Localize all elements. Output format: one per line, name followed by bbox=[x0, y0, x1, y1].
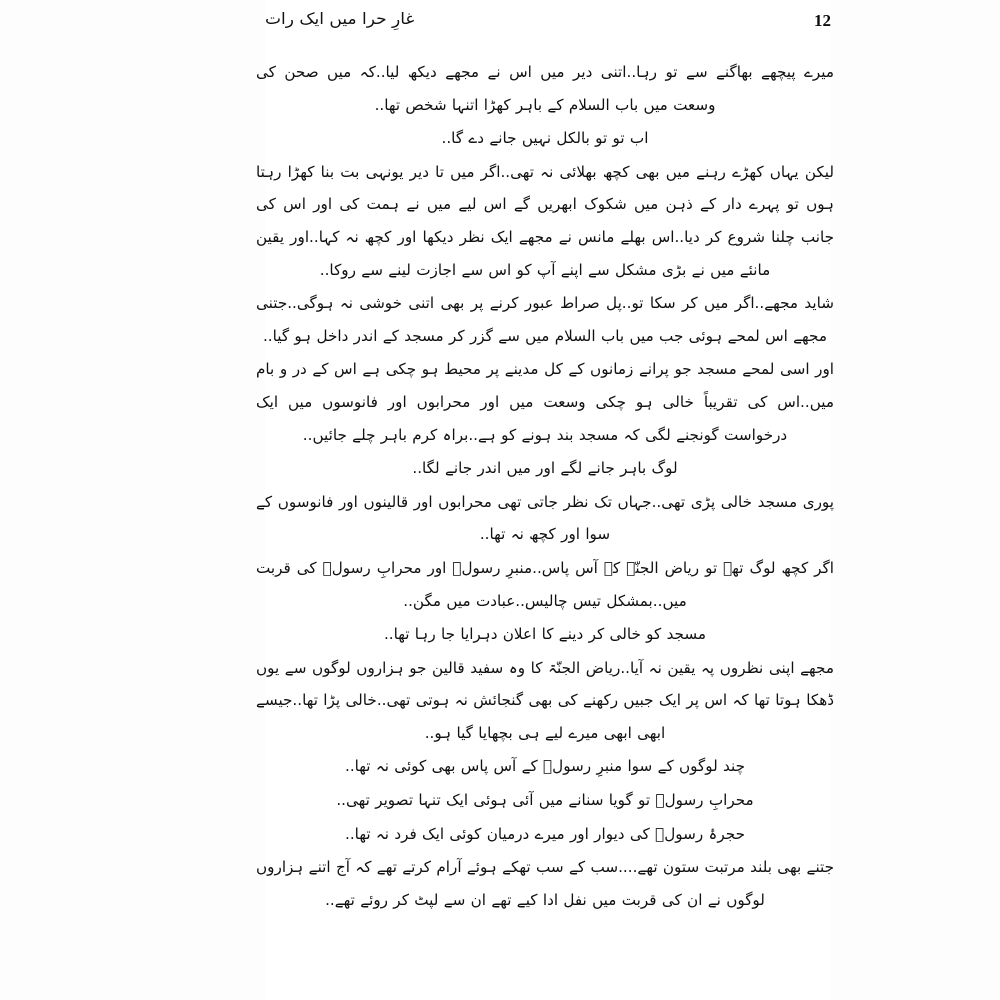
paragraph: اور اسی لمحے مسجد جو پرانے زمانوں کے کل مدینے پر محیط ہو چکی ہے اس کے در و بام میں..اس کی تقریباً خالی ہو چکی وسعت میں اور محرابوں اور فانوسوں میں ایک درخواست گونجنے لگی کہ مسجد بند ہونے کو ہے..براہ کرم باہر چلے جائیں.. bbox=[256, 360, 834, 444]
paragraph: لیکن یہاں کھڑے رہنے میں بھی کچھ بھلائی نہ تھی..اگر میں تا دیر یونہی بت بنا کھڑا رہتا ہوں تو پہرے دار کے ذہن میں شکوک ابھریں گے اس لیے میں نے ہمت کی اور اس کی جانب چلنا شروع کر دیا..اس بھلے مانس نے مجھے ایک نظر دیکھا اور کچھ نہ کہا..اور یقین مانئے میں نے بڑی مشکل سے اپنے آپ کو اس سے اجازت لینے سے روکا.. bbox=[256, 162, 834, 279]
page-number: 12 bbox=[814, 11, 831, 30]
paragraph: چند لوگوں کے سوا منبرِ رسولؐ کے آس پاس بھی کوئی نہ تھا.. bbox=[345, 757, 745, 776]
paragraph: پوری مسجد خالی پڑی تھی..جہاں تک نظر جاتی تھی محرابوں اور قالینوں اور فانوسوں کے سوا اور کچھ نہ تھا.. bbox=[256, 492, 834, 544]
paragraph: شاید مجھے..اگر میں کر سکا تو..پل صراط عبور کرنے پر بھی اتنی خوشی نہ ہوگی..جتنی مجھے اس لمحے ہوئی جب میں باب السلام میں سے گزر کر مسجد کے اندر داخل ہو گیا.. bbox=[256, 294, 834, 345]
paragraph: محرابِ رسولؐ تو گویا سنانے میں آئی ہوئی ایک تنہا تصویر تھی.. bbox=[336, 791, 754, 810]
paragraph: حجرۂ رسولؐ کی دیوار اور میرے درمیان کوئی ایک فرد نہ تھا.. bbox=[345, 824, 745, 843]
body-text-block bbox=[256, 56, 834, 916]
paragraph: مجھے اپنی نظروں پہ یقین نہ آیا..ریاض الجنّۃ کا وہ سفید قالین جو ہزاروں لوگوں سے یوں ڈھکا ہوتا تھا کہ اس پر ایک جبیں رکھنے کی بھی گنجائش نہ ہوتی تھی..خالی پڑا تھا..جیسے ابھی ابھی میرے لیے ہی بچھایا گیا ہو.. bbox=[256, 658, 834, 742]
book-title: غارِ حرا میں ایک رات bbox=[265, 10, 415, 29]
paragraph: لوگ باہر جانے لگے اور میں اندر جانے لگا.. bbox=[412, 459, 678, 478]
paragraph: اب تو تو بالکل نہیں جانے دے گا.. bbox=[441, 129, 649, 148]
paragraph: اگر کچھ لوگ تھے تو ریاض الجنّۃ کے آس پاس..منبرِ رسولؐ اور محرابِ رسولؐ کی قربت میں..بمشکل تیس چالیس..عبادت میں مگن.. bbox=[256, 558, 834, 610]
paragraph: میرے پیچھے بھاگنے سے تو رہا..اتنی دیر میں اس نے مجھے دیکھ لیا..کہ میں صحن کی وسعت میں باب السلام کے باہر کھڑا اتنہا شخص تھا.. bbox=[256, 63, 834, 114]
paragraph: مسجد کو خالی کر دینے کا اعلان دہرایا جا رہا تھا.. bbox=[383, 625, 707, 644]
running-header bbox=[265, 10, 831, 46]
paragraph: جتنے بھی بلند مرتبت ستون تھے....سب کے سب تھکے ہوئے آرام کرتے تھے کہ آج اتنے ہزاروں لوگوں نے ان کی قربت میں نفل ادا کیے تھے ان سے لپٹ کر روئے تھے.. bbox=[256, 858, 834, 909]
